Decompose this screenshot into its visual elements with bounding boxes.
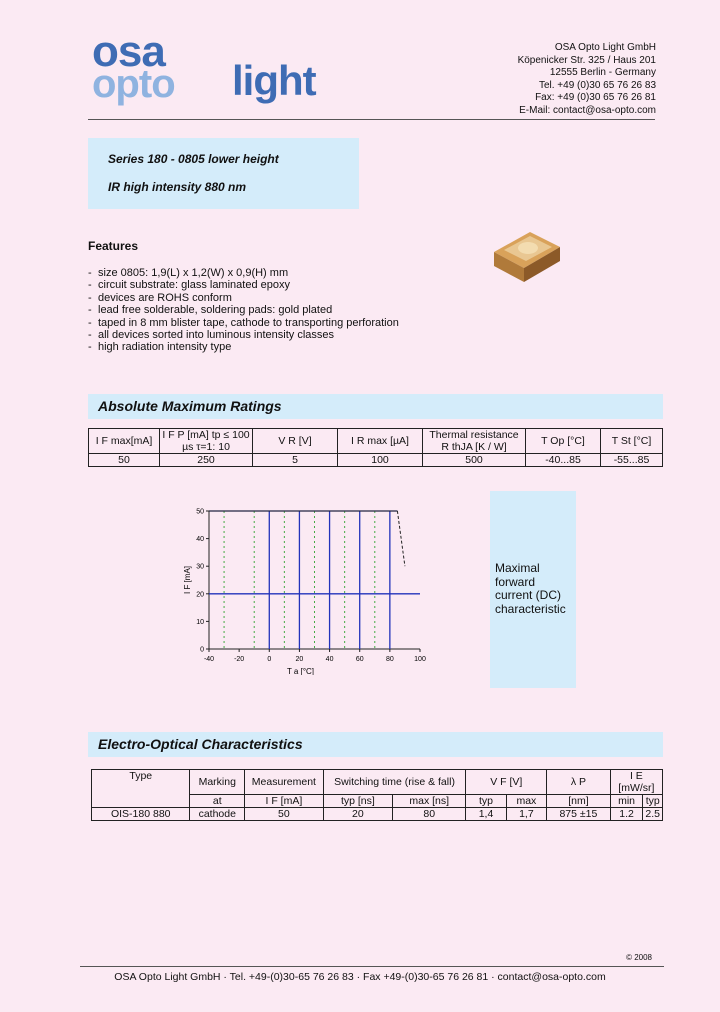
table-row [92,770,663,795]
y-tick-label: 50 [196,508,204,516]
series-line-derating [397,511,405,566]
x-tick-label: 40 [325,656,334,663]
table-header-cell: at [190,795,245,808]
y-axis-label: I F [mA] [183,566,192,594]
table-header-cell: I E [mW/sr] [610,770,662,795]
table-header-cell: typ [466,795,506,808]
address-line: Tel. +49 (0)30 65 76 26 83 [538,79,656,91]
table-cell: 1.2 [610,808,643,821]
table-header-cell: λ P [547,770,611,795]
feature-item: - devices are ROHS conform [88,292,418,304]
amr-table [88,428,663,467]
logo-osa: osa [92,27,165,76]
feature-item: - all devices sorted into luminous intensity classes [88,329,418,341]
table-header-cell: I F [mA] [245,795,324,808]
table-header-cell: I R max [µA] [338,429,423,454]
y-tick-label: 10 [196,618,204,626]
amr-section-bar [88,394,663,419]
address-line: E-Mail: contact@osa-opto.com [519,104,656,116]
table-cell: -55...85 [601,454,663,467]
logo-light: light [232,57,316,104]
y-tick-label: 0 [200,646,204,654]
footer-divider [80,966,664,967]
table-header-cell: T Op [°C] [526,429,601,454]
address-line: 12555 Berlin - Germany [549,67,656,78]
table-header-cell: typ [643,795,663,808]
table-header-cell: [nm] [547,795,611,808]
table-cell: 1,4 [466,808,506,821]
table-header-cell: V R [V] [253,429,338,454]
table-header-cell: typ [ns] [323,795,392,808]
table-cell: OIS-180 880 [92,808,190,821]
table-header-cell: max [ns] [393,795,466,808]
address-line: Köpenicker Str. 325 / Haus 201 [517,54,656,66]
table-cell: 50 [89,454,160,467]
table-cell: 80 [393,808,466,821]
table-cell: 500 [423,454,526,467]
header-divider [88,119,655,120]
logo-opto: opto [92,62,175,106]
footer-text: OSA Opto Light GmbH · Tel. +49-(0)30-65 76 26 83 · Fax +49-(0)30-65 76 26 81 · contact@osa-opto.com [114,971,606,983]
table-cell: 5 [253,454,338,467]
copyright: © 2008 [626,953,652,962]
eoc-section-bar [88,732,663,757]
y-tick-label: 30 [196,563,204,571]
eoc-title: Electro-Optical Characteristics [98,736,303,752]
features-title: Features [88,239,139,253]
x-tick-label: -40 [203,656,215,663]
table-header-cell: I F max[mA] [89,429,160,454]
x-tick-label: -20 [234,656,245,663]
table-header-cell: max [506,795,546,808]
feature-item: - taped in 8 mm blister tape, cathode to transporting perforation [88,317,418,329]
feature-item: - size 0805: 1,9(L) x 1,2(W) x 0,9(H) mm [88,267,418,279]
y-tick-label: 20 [196,591,204,599]
table-cell: 250 [160,454,253,467]
led-package-image [490,222,565,287]
table-cell: -40...85 [526,454,601,467]
table-cell: 1,7 [506,808,546,821]
table-header-cell: T St [°C] [601,429,663,454]
y-tick-label: 40 [196,536,204,544]
table-cell: 50 [245,808,324,821]
address-line: OSA Opto Light GmbH [554,42,656,53]
feature-item: - circuit substrate: glass laminated epoxy [88,279,418,291]
amr-title: Absolute Maximum Ratings [98,398,282,414]
series-line-2: IR high intensity 880 nm [108,180,247,194]
features-list [88,267,418,354]
table-cell: cathode [190,808,245,821]
x-tick-label: 80 [385,656,394,663]
table-header-cell: V F [V] [466,770,547,795]
table-cell: 875 ±15 [547,808,611,821]
table-header-cell: I F P [mA] tp ≤ 100 µs τ=1: 10 [160,429,253,454]
x-tick-label: 100 [414,656,426,663]
feature-item: - lead free solderable, soldering pads: gold plated [88,304,418,316]
x-axis-label: T a [°C] [286,667,315,675]
table-row [89,429,663,454]
table-header-cell: Measurement [245,770,324,795]
table-header-cell: Marking [190,770,245,795]
company-address [518,42,656,117]
chart-caption: Maximal forward current (DC) characteristic [495,561,566,616]
x-tick-label: 60 [355,656,364,663]
series-box [88,138,359,209]
table-header-cell: Type [92,770,190,808]
table-cell: 2.5 [643,808,663,821]
table-header-cell: Switching time (rise & fall) [323,770,466,795]
chart-caption-box [490,491,576,688]
feature-item: - high radiation intensity type [88,341,418,353]
series-line-1: Series 180 - 0805 lower height [108,152,279,166]
table-row [89,454,663,467]
x-tick-label: 20 [295,656,304,663]
table-header-cell: Thermal resistance R thJA [K / W] [423,429,526,454]
eoc-table [91,769,663,821]
x-tick-label: 0 [267,656,272,663]
table-header-cell: min [610,795,643,808]
forward-current-chart [180,500,440,675]
table-cell: 100 [338,454,423,467]
address-line: Fax: +49 (0)30 65 76 26 81 [535,92,656,103]
table-row [92,808,663,821]
table-cell: 20 [323,808,392,821]
